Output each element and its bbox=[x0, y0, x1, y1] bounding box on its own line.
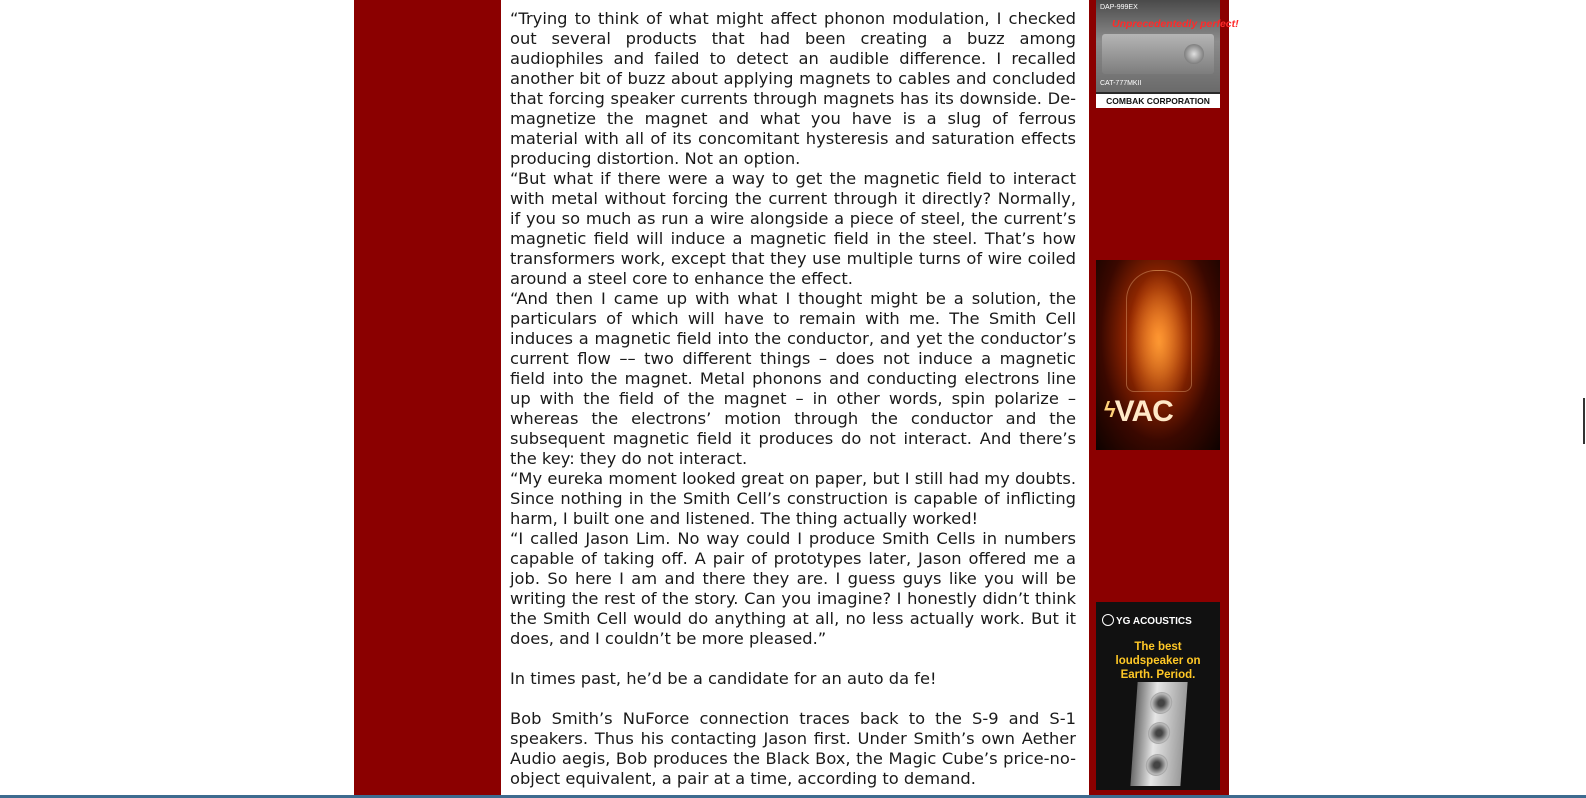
vac-logo-text: VAC bbox=[1114, 395, 1173, 428]
ad-model-bottom: CAT-777MKII bbox=[1100, 80, 1142, 87]
paragraph-spacer bbox=[510, 649, 1076, 669]
ad-model-top: DAP-999EX bbox=[1100, 4, 1138, 11]
left-sidebar bbox=[354, 0, 501, 795]
amplifier-knob bbox=[1184, 44, 1204, 64]
speaker-driver-icon bbox=[1147, 722, 1171, 744]
article-paragraph: Bob Smith’s NuForce connection traces back to the S-9 and S-1 speakers. Thus his contacting Jason first. Under Smith’s own Aether Audio aegis, Bob produces the Black Box, the Magic Cube’s price-no-object equivalent, a pair at a time, according to demand. bbox=[510, 709, 1076, 788]
lightning-bolt-icon: ϟ bbox=[1104, 397, 1115, 422]
article-paragraph: “I called Jason Lim. No way could I produce Smith Cells in numbers capable of taking off. A pair of prototypes later, Jason offered me a job. So here I am and there they are. I guess guys like you will be writing the rest of the story. Can you imagine? I honestly didn’t think the Smith Cell would do anything at all, no less actually work. But it does, and I couldn’t be more pleased.” bbox=[510, 529, 1076, 648]
article-paragraph: “And then I came up with what I thought might be a solution, the particulars of which will have to remain with me. The Smith Cell induces a magnetic field into the conductor, and yet the conductor’s current flow –– two different things – does not induce a magnetic field into the magnet. Metal phonons and conducting electrons line up with the field of the magnet – in other words, spin polarize – whereas the electrons’ motion through the conductor and the subsequent magnetic field it produces do not interact. And there’s the key: they do not interact. bbox=[510, 289, 1076, 468]
article-paragraph: “But what if there were a way to get the magnetic field to interact with metal without forcing the current through it directly? Normally, if you so much as run a wire alongside a piece of steel, the current’s magnetic field will induce a magnetic field in the steel. That’s how transformers work, except that they use multiple turns of wire coiled around a steel core to enhance the effect. bbox=[510, 169, 1076, 288]
yg-tagline: The best loudspeaker on Earth. Period. bbox=[1115, 641, 1201, 681]
vac-logo bbox=[1104, 395, 1173, 429]
vacuum-tube-image bbox=[1126, 270, 1192, 392]
yg-logo-icon bbox=[1102, 614, 1114, 626]
ad-company-name: COMBAK CORPORATION bbox=[1096, 94, 1220, 108]
amplifier-image bbox=[1096, 0, 1220, 92]
vac-ad-banner[interactable] bbox=[1096, 260, 1220, 450]
ad-slogan: Unprecedentedly perfect! bbox=[1112, 18, 1239, 30]
article-paragraph: “My eureka moment looked great on paper, but I still had my doubts. Since nothing in the Smith Cell’s construction is capable of inflicting harm, I built one and listened. The thing actually worked! bbox=[510, 469, 1076, 528]
paragraph-spacer bbox=[510, 689, 1076, 709]
article-column bbox=[501, 0, 1089, 795]
article-body bbox=[510, 9, 1076, 789]
speaker-driver-icon bbox=[1145, 754, 1169, 776]
article-paragraph: “Trying to think of what might affect phonon modulation, I checked out several products that had been creating a buzz among audiophiles and failed to detect an audible difference. I recalled another bit of buzz about applying magnets to cables and concluded that forcing speaker currents through magnets has its downside. De-magnetize the magnet and what you have is a slug of ferrous material with all of its concomitant hysteresis and saturation effects producing distortion. Not an option. bbox=[510, 9, 1076, 168]
combak-ad-banner[interactable] bbox=[1096, 0, 1239, 108]
yg-acoustics-ad-banner[interactable] bbox=[1096, 602, 1220, 790]
yg-brand bbox=[1102, 614, 1192, 627]
speaker-driver-icon bbox=[1149, 692, 1173, 714]
right-sidebar bbox=[1089, 0, 1239, 795]
yg-brand-text: YG ACOUSTICS bbox=[1116, 616, 1192, 627]
scrollbar-thumb[interactable] bbox=[1583, 398, 1585, 444]
article-paragraph: In times past, he’d be a candidate for an auto da fe! bbox=[510, 669, 937, 688]
loudspeaker-image bbox=[1130, 682, 1187, 786]
